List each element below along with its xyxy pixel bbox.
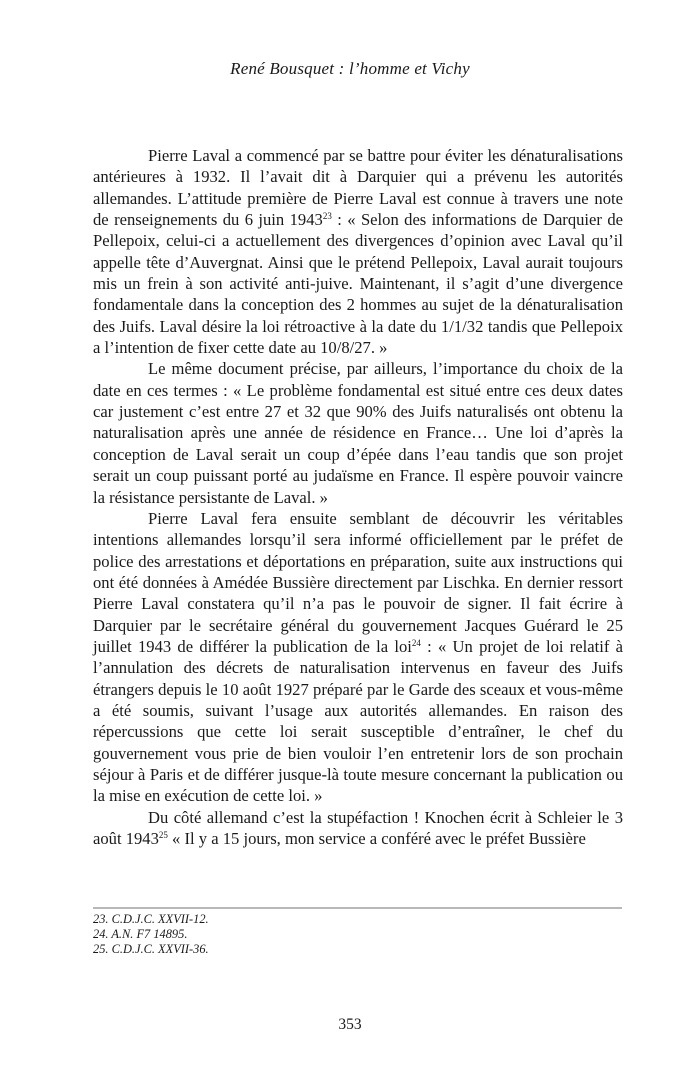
paragraph xyxy=(93,508,623,807)
footnote-ref[interactable]: 24 xyxy=(411,637,421,648)
footnote-ref[interactable]: 23 xyxy=(322,211,332,222)
footnote-ref[interactable]: 25 xyxy=(158,830,168,840)
footnote-divider xyxy=(93,907,622,909)
footnotes xyxy=(93,912,623,958)
paragraph-text: « Il y a 15 jours, mon service a conféré avec le préfet Bussière xyxy=(167,829,586,848)
paragraph xyxy=(93,807,623,850)
paragraph-text: Du côté allemand c’est la stupéfaction ! Knochen écrit à Schleier le 3 août 1943 xyxy=(93,807,623,848)
paragraph-text: Pierre Laval fera ensuite semblant de découvrir les véritables intentions allemandes lorsqu’il sera informé officiellement par le préfet de police des arrestations et déportations en préparation, suite aux instructions qui ont été données à Amédée Bussière directement par Lischka. En dernier ressort Pierre Laval constatera qu’il n’a pas le pouvoir de signer. Il fait écrire à Darquier par le secrétaire général du gouvernement Jacques Guérard le 25 juillet 1943 de différer la publication de la loi xyxy=(93,508,623,656)
paragraph-text: : « Un projet de loi relatif à l’annulation des décrets de naturalisation intervenus en faveur des Juifs étrangers depuis le 10 août 1927 préparé par le Garde des sceaux et vous-même a été soumis, suivant l’usage aux autorités allemandes. En raison des répercussions que cette loi serait susceptible d’entraîner, le chef du gouvernement vous prie de bien vouloir l’en entretenir lors de son prochain séjour à Paris et de différer jusque-là toute mesure concernant la publication ou la mise en exécution de cette loi. » xyxy=(93,636,623,806)
page-number: 353 xyxy=(338,1016,362,1033)
paragraph-text: : « Selon des informations de Darquier de Pellepoix, celui-ci a actuellement des divergences d’opinion avec Laval qu’il appelle tête d’Auvergnat. Ainsi que le prétend Pellepoix, Laval aurait toujours mis un frein à son activité anti-juive. Maintenant, il s’agit d’une divergence fondamentale dans la conception des 2 hommes au sujet de la dénaturalisation des Juifs. Laval désire la loi rétroactive à la date du 1/1/32 tandis que Pellepoix a l’intention de fixer cette date au 10/8/27. » xyxy=(93,210,623,358)
paragraph-text: Pierre Laval a commencé par se battre pour éviter les dénaturalisations antérieures à 1932. Il l’avait dit à Darquier qui a prévenu les autorités allemandes. L’attitude première de Pierre Laval est connue à travers une note de renseignements du 6 juin 1943 xyxy=(93,146,623,230)
paragraph-text: Le même document précise, par ailleurs, l’importance du choix de la date en ces termes : « Le problème fondamental est situé entre ces deux dates car justement c’est entre 27 et 32 que 90% des Juifs naturalisés ont obtenu la naturalisation après une année de résidence en France… Une loi d’après la conception de Laval serait un coup d’épée dans l’eau tandis que son projet serait un coup puissant porté au judaïsme en France. Il espère pouvoir vaincre la résistance persistante de Laval. » xyxy=(93,359,623,507)
paragraph xyxy=(93,358,623,507)
footnote: 23. C.D.J.C. XXVII-12. xyxy=(93,912,209,926)
running-head: René Bousquet : l’homme et Vichy xyxy=(230,59,470,78)
body-text xyxy=(93,145,623,849)
paragraph xyxy=(93,145,623,358)
footnote: 24. A.N. F7 14895. xyxy=(93,927,188,942)
footnote: 25. C.D.J.C. XXVII-36. xyxy=(93,942,209,957)
